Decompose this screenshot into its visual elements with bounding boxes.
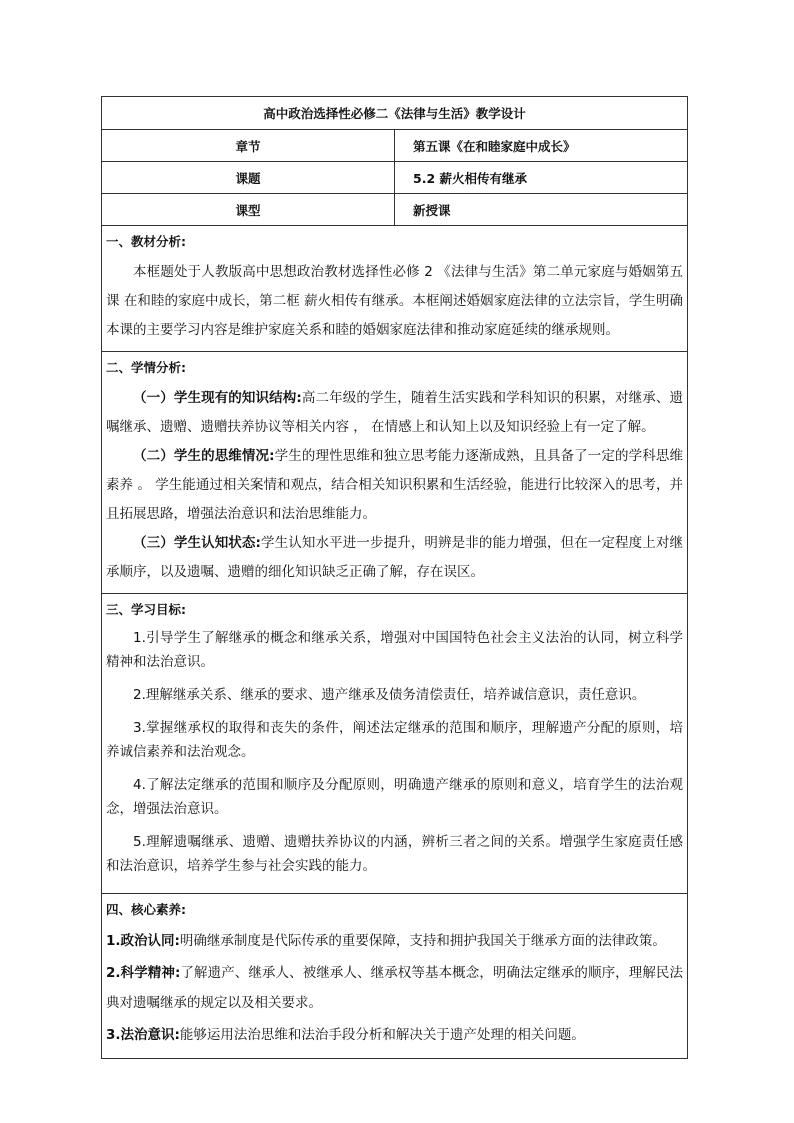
learning-objectives-cell: [102, 594, 688, 894]
topic-value: 5.2 薪火相传有继承: [395, 162, 688, 194]
list-item: [106, 529, 683, 587]
item-lead: （三）学生认知状态:: [133, 535, 261, 551]
section-paragraph: 本框题处于人教版高中思想政治教材选择性必修 2 《法律与生活》第二单元家庭与婚姻第五课 在和睦的家庭中成长，第二框 薪火相传有继承。本框阐述婚姻家庭法律的立法宗旨，学生明确本课的主要学习内容是维护家庭关系和睦的婚姻家庭法律和推动家庭延续的继承规则。: [106, 264, 683, 338]
chapter-value: 第五课《在和睦家庭中成长》: [395, 130, 688, 162]
chapter-label: 章节: [102, 130, 395, 162]
student-analysis-cell: [102, 352, 688, 594]
section-heading: 四、核心素养:: [106, 902, 186, 917]
item-text: 学生的理性思维和独立思考能力逐渐成熟，且具备了一定的学科思维素养 。 学生能通过相关案情和观点，结合相关知识积累和生活经验，能进行比较深入的思考，并且拓展思路，增强法治意识和法治思维能力。: [106, 448, 683, 522]
document-title: 高中政治选择性必修二《法律与生活》教学设计: [102, 97, 688, 130]
info-row-topic: [102, 162, 688, 194]
lesson-plan-table: [101, 96, 688, 1059]
section-heading: 一、教材分析:: [106, 234, 186, 249]
list-item: 1.引导学生了解继承的概念和继承关系，增强对中国国特色社会主义法治的认同，树立科学精神和法治意识。: [106, 630, 683, 670]
section-core-competencies: [102, 894, 688, 1059]
section-learning-objectives: [102, 594, 688, 894]
section-student-analysis: [102, 352, 688, 594]
list-item: [106, 442, 683, 529]
lesson-type-label: 课型: [102, 194, 395, 226]
title-row: [102, 97, 688, 130]
textbook-analysis-cell: [102, 226, 688, 352]
info-row-lesson-type: [102, 194, 688, 226]
list-item: 4.了解法定继承的范围和顺序及分配原则，明确遗产继承的原则和意义，培育学生的法治观念，增强法治意识。: [106, 777, 683, 817]
list-item: [106, 384, 683, 442]
section-heading: 二、学情分析:: [106, 360, 186, 375]
lesson-type-value: 新授课: [395, 194, 688, 226]
item-text: 明确继承制度是代际传承的重要保障，支持和拥护我国关于继承方面的法律政策。: [179, 933, 666, 949]
list-item: [106, 1020, 683, 1050]
item-lead: 1.政治认同:: [106, 933, 180, 949]
topic-label: 课题: [102, 162, 395, 194]
item-text: 能够运用法治思维和法治手段分析和解决关于遗产处理的相关问题。: [179, 1027, 585, 1043]
item-lead: 3.法治意识:: [106, 1027, 180, 1043]
list-item: 2.理解继承关系、继承的要求、遗产继承及债务清偿责任，培养诚信意识，责任意识。: [133, 687, 646, 703]
list-item: [106, 958, 683, 1018]
item-text: 了解遗产、继承人、被继承人、继承权等基本概念，明确法定继承的顺序，理解民法典对遗嘱继承的规定以及相关要求。: [106, 965, 684, 1011]
section-heading: 三、学习目标:: [106, 602, 186, 617]
item-text: 学生认知水平进一步提升，明辨是非的能力增强，但在一定程度上对继承顺序，以及遗嘱、遗赠的细化知识缺乏正确了解，存在误区。: [106, 535, 683, 580]
list-item: 5.理解遗嘱继承、遗赠、遗赠扶养协议的内涵，辨析三者之间的关系。增强学生家庭责任感和法治意识，培养学生参与社会实践的能力。: [106, 834, 683, 874]
item-lead: （二）学生的思维情况:: [133, 448, 275, 464]
core-competencies-cell: [102, 894, 688, 1059]
list-item: [106, 926, 683, 956]
list-item: 3.掌握继承权的取得和丧失的条件，阐述法定继承的范围和顺序，理解遗产分配的原则，培养诚信素养和法治观念。: [106, 720, 683, 760]
item-lead: （一）学生现有的知识结构:: [133, 390, 302, 406]
item-text: 高二年级的学生，随着生活实践和学科知识的积累，对继承、遗嘱继承、遗赠、遗赠扶养协议等相关内容 ， 在情感上和认知上以及知识经验上有一定了解。: [106, 390, 683, 435]
item-lead: 2.科学精神:: [106, 965, 181, 981]
section-textbook-analysis: [102, 226, 688, 352]
info-row-chapter: [102, 130, 688, 162]
